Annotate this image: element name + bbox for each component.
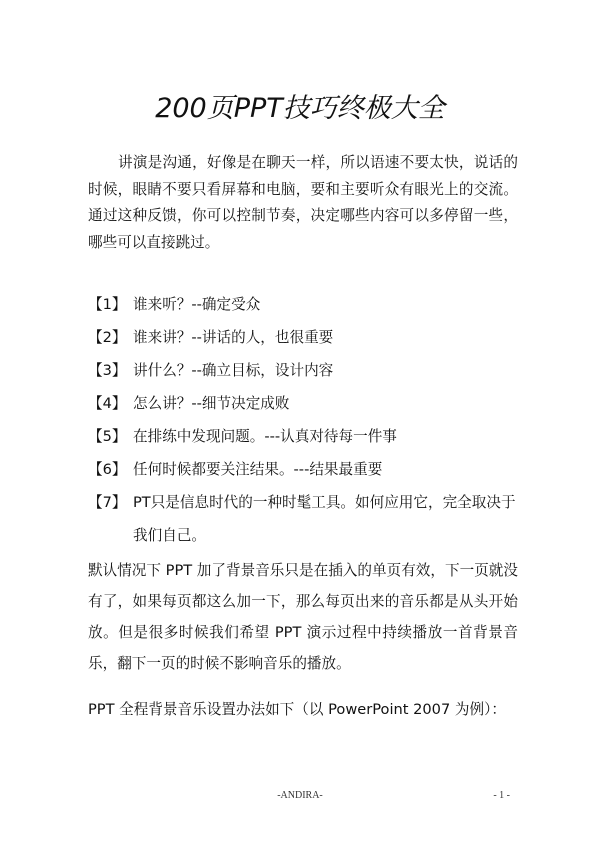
list-item-text: 在排练中发现问题。---认真对待每一件事 [133, 428, 397, 445]
document-title: 200页PPT技巧终极大全 [155, 93, 445, 124]
list-item-text: 谁来听？--确定受众 [133, 296, 261, 313]
tips-list [88, 288, 518, 552]
background-music-paragraph: 默认情况下 PPT 加了背景音乐只是在插入的单页有效，下一页就没有了，如果每页都这么加一下，那么每页出来的音乐都是从头开始放。但是很多时候我们希望 PPT 演示过程中持续播放一首背景音乐，翻下一页的时候不影响音乐的播放。 [88, 562, 518, 672]
list-item-number: 【1】 [88, 296, 127, 313]
footer-label: -ANDIRA- [277, 790, 323, 801]
list-item [88, 453, 518, 486]
page-number: - 1 - [493, 790, 510, 801]
intro-paragraph: 讲演是沟通，好像是在聊天一样，所以语速不要太快，说话的时候，眼睛不要只看屏幕和电脑，要和主要听众有眼光上的交流。通过这种反馈，你可以控制节奏，决定哪些内容可以多停留一些，哪些可以直接跳过。 [88, 154, 518, 251]
list-item-text: 谁来讲？--讲话的人，也很重要 [133, 329, 334, 346]
list-item [88, 486, 518, 552]
list-item-number: 【7】 [88, 494, 127, 511]
list-item-number: 【4】 [88, 395, 127, 412]
list-item [88, 288, 518, 321]
list-item-text: PT只是信息时代的一种时髦工具。如何应用它，完全取决于我们自己。 [133, 494, 516, 544]
list-item-number: 【3】 [88, 362, 127, 379]
list-item-number: 【2】 [88, 329, 127, 346]
list-item [88, 387, 518, 420]
list-item [88, 321, 518, 354]
setup-method-paragraph: PPT 全程背景音乐设置办法如下（以 PowerPoint 2007 为例）： [88, 701, 506, 718]
list-item-text: 任何时候都要关注结果。---结果最重要 [133, 461, 383, 478]
list-item [88, 420, 518, 453]
list-item-text: 怎么讲？--细节决定成败 [133, 395, 290, 412]
list-item-text: 讲什么？--确立目标，设计内容 [133, 362, 334, 379]
list-item [88, 354, 518, 387]
list-item-number: 【5】 [88, 428, 127, 445]
list-item-number: 【6】 [88, 461, 127, 478]
